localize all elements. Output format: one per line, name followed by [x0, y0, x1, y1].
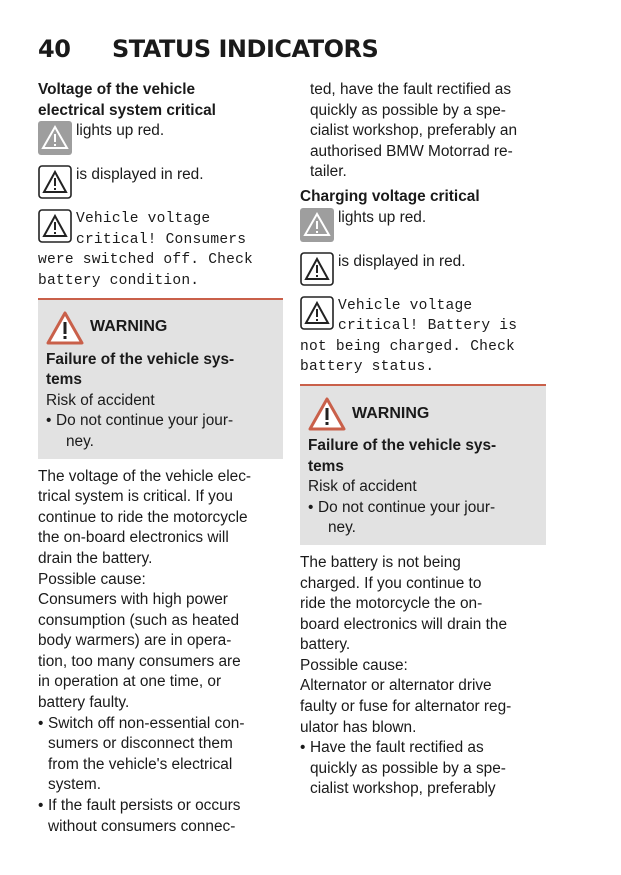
section-heading: Charging voltage critical: [300, 187, 480, 205]
warning-label: WARNING: [90, 318, 168, 336]
warning-bullet: • Do not continue your jour- ney.: [46, 412, 234, 450]
display-message: Vehicle voltage critical! Consumers were switched off. Check battery condition.: [38, 211, 253, 289]
body-text: The voltage of the vehicle elec- trical system is critical. If you continue to ride the motorcycle the on-board electronics will drain the battery. Possible cause: Consumers with high power consumption (such as heated body warmers) are in opera- tion, too many consumers are in operation at one time, or battery faulty.: [38, 467, 252, 712]
warning-triangle-icon: [308, 397, 346, 431]
indicator-text: lights up red.: [338, 208, 427, 226]
triangle-warning-icon: [38, 165, 72, 199]
warning-bullet: • Do not continue your jour- ney.: [308, 498, 496, 537]
list-item: • If the fault persists or occurs without consumers connec-: [38, 797, 241, 835]
page-title: STATUS INDICATORS: [112, 35, 379, 63]
warning-label: WARNING: [352, 404, 430, 422]
triangle-warning-icon: [300, 296, 334, 330]
indicator-display-row: [300, 252, 546, 286]
indicator-text: is displayed in red.: [338, 252, 466, 270]
indicator-text: lights up red.: [76, 122, 165, 140]
warning-box: [300, 384, 546, 545]
indicator-light-row: [300, 208, 546, 242]
continued-text: ted, have the fault rectified as quickly as possible by a spe- cialist workshop, preferably an authorised BMW Motorrad re- tailer.: [310, 81, 518, 181]
page-header: [38, 35, 378, 71]
triangle-warning-icon: [38, 209, 72, 243]
display-message: Vehicle voltage critical! Battery is not being charged. Check battery status.: [300, 297, 518, 376]
body-text: The battery is not being charged. If you continue to ride the motorcycle the on- board electronics will drain the battery. Possible cause: Alternator or alternator drive faulty or fuse for alternator reg- ulator has blown.: [300, 553, 512, 736]
warning-box: [38, 298, 283, 459]
left-column: [38, 80, 283, 837]
indicator-light-row: [38, 121, 283, 155]
page-number: 40: [38, 35, 71, 63]
right-column: [300, 80, 546, 800]
warning-risk: Risk of accident: [46, 391, 155, 409]
warning-risk: Risk of accident: [308, 478, 417, 496]
indicator-display-row: [38, 165, 283, 199]
warning-title: Failure of the vehicle sys- tems: [46, 350, 235, 389]
triangle-warning-icon: [300, 208, 334, 242]
list-item: • Switch off non-essential con- sumers or disconnect them from the vehicle's electrical system.: [38, 714, 245, 794]
warning-title: Failure of the vehicle sys- tems: [308, 436, 497, 475]
triangle-warning-icon: [38, 121, 72, 155]
warning-triangle-icon: [46, 311, 84, 345]
indicator-text: is displayed in red.: [76, 166, 204, 184]
triangle-warning-icon: [300, 252, 334, 286]
section-heading: Voltage of the vehicle electrical system critical: [38, 81, 216, 119]
list-item: • Have the fault rectified as quickly as possible by a spe- cialist workshop, preferably: [300, 739, 506, 798]
